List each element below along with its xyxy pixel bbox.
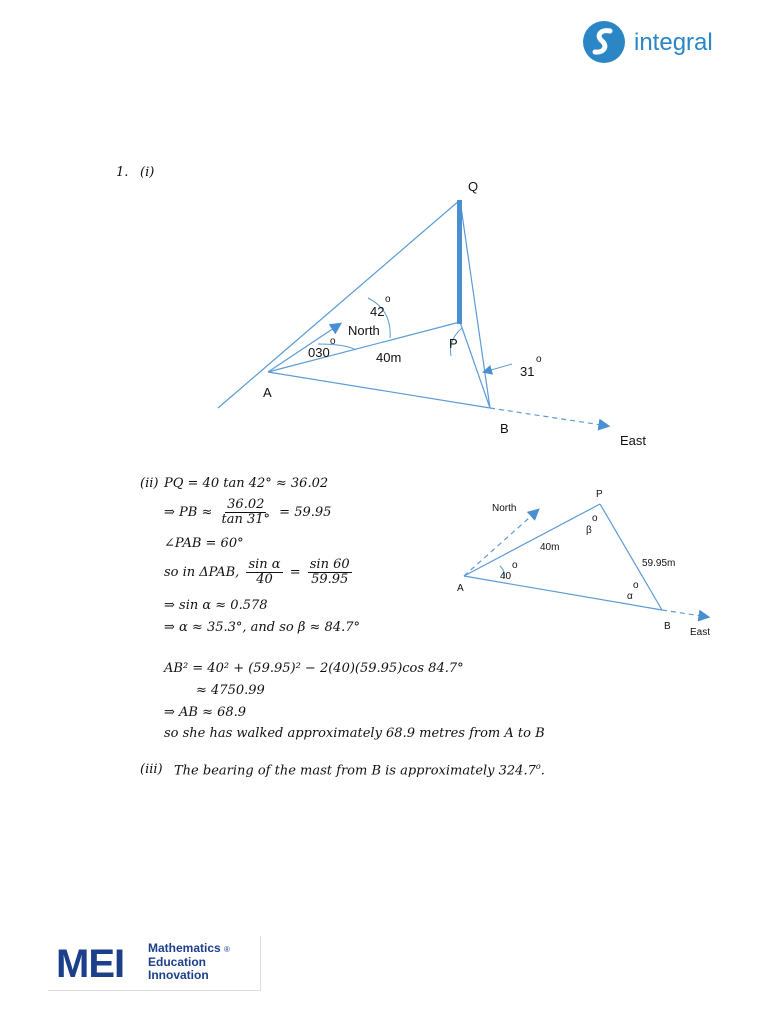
degree-beta: o — [592, 513, 598, 524]
integral-logo-text: integral — [634, 29, 713, 56]
degree-42: o — [385, 294, 391, 305]
label-north: North — [348, 323, 380, 338]
label-east-2: East — [690, 627, 711, 638]
working-line-9: ⇒ AB ≈ 68.9 — [164, 705, 247, 720]
mast-pq — [457, 200, 462, 324]
question-number: 1. — [116, 165, 129, 180]
label-b-2: B — [664, 621, 671, 632]
label-40m-2: 40m — [540, 542, 560, 553]
label-p-2: P — [596, 489, 603, 500]
mei-logo-letters: MEI — [56, 942, 125, 986]
east-arrow-2 — [662, 610, 708, 617]
label-q: Q — [468, 179, 479, 194]
working-line-8: ≈ 4750.99 — [196, 683, 265, 698]
part-iii-label: (iii) — [140, 762, 163, 777]
label-angle-40: 40 — [500, 571, 512, 582]
label-alpha: α — [627, 591, 633, 602]
label-beta: β — [586, 525, 592, 536]
label-angle-31: 31 — [520, 364, 535, 379]
label-a: A — [263, 385, 272, 400]
working-line-5: ⇒ sin α ≈ 0.578 — [164, 598, 268, 613]
diagram-1 — [0, 0, 768, 460]
label-p: P — [449, 336, 458, 351]
line-p-b — [460, 322, 490, 408]
diagram-2 — [440, 480, 740, 650]
label-angle-42: 42 — [370, 304, 385, 319]
degree-030: o — [330, 336, 336, 347]
part-iii-answer: The bearing of the mast from B is approximately 324.7$^o$. — [174, 762, 545, 779]
working-line-2: ⇒ PB ≈ $\frac{36.02}{\tan 31^\circ}$ = 59.95 — [164, 497, 332, 527]
working-line-4: so in ΔPAB, $\frac{\text{sin α}}{40}$ = $\frac{\sin 60}{59.95}$ — [164, 557, 350, 587]
working-line-10: so she has walked approximately 68.9 metres from A to B — [164, 726, 545, 741]
working-line-1: PQ = 40 tan 42° ≈ 36.02 — [164, 476, 329, 491]
label-east: East — [620, 433, 647, 448]
label-a-2: A — [457, 583, 464, 594]
working-line-3: ∠PAB = 60° — [164, 536, 244, 551]
line-a-b — [268, 372, 490, 408]
part-ii-label: (ii) — [140, 476, 159, 491]
angle-31-pointer — [484, 364, 512, 372]
label-angle-030: 030 — [308, 345, 330, 360]
label-b: B — [500, 421, 509, 436]
mei-logo — [48, 936, 261, 991]
degree-alpha: o — [633, 580, 639, 591]
label-5995m: 59.95m — [642, 558, 676, 569]
mei-logo-text: Mathematics ® Education Innovation — [148, 941, 230, 982]
working-line-6: ⇒ α ≈ 35.3°, and so β ≈ 84.7° — [164, 620, 360, 635]
label-north-2: North — [492, 503, 517, 514]
part-i-label: (i) — [140, 165, 155, 180]
line-q-b — [460, 200, 490, 408]
working-line-7: AB² = 40² + (59.95)² − 2(40)(59.95)cos 84.7° — [164, 661, 464, 676]
line-a-q — [218, 200, 460, 408]
degree-40: o — [512, 560, 518, 571]
label-40m: 40m — [376, 350, 402, 365]
degree-31: o — [536, 354, 542, 365]
